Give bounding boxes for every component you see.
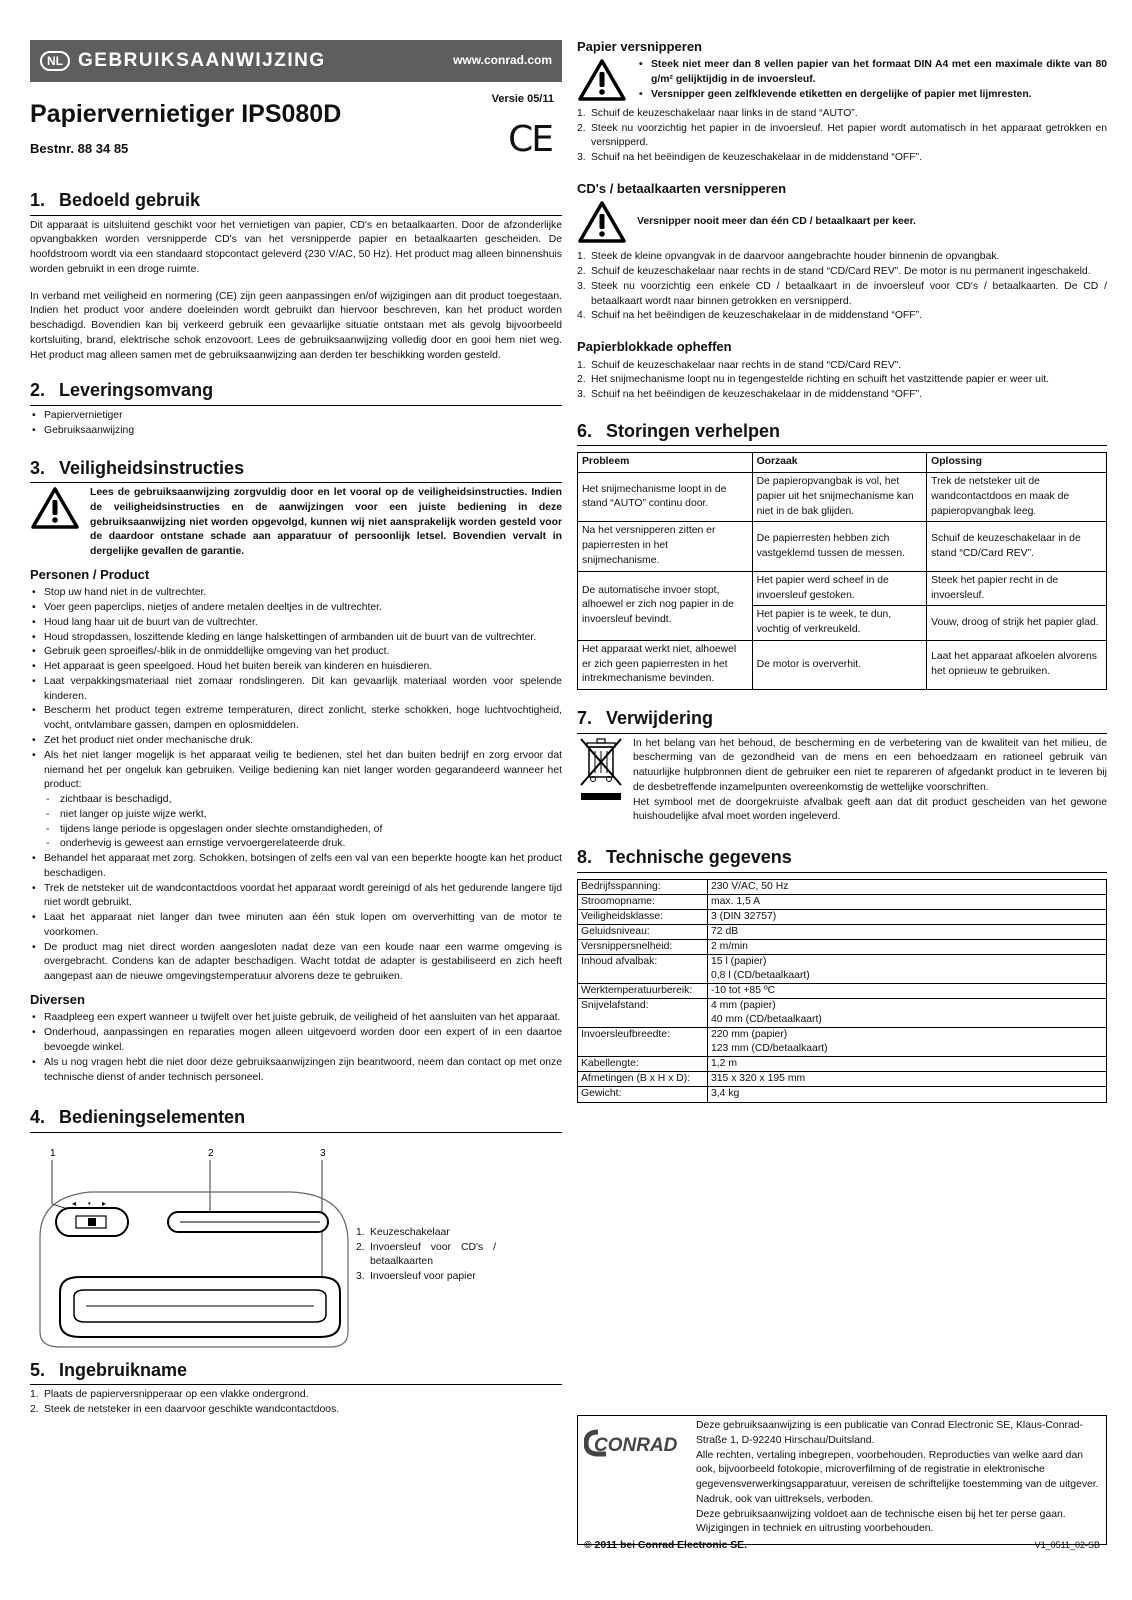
spec-value: 15 l (papier) 0,8 l (CD/betaalkaart)	[708, 955, 1107, 984]
list-item: • Zet het product niet onder mechanische druk.	[30, 734, 562, 749]
warning-triangle-icon	[577, 200, 627, 244]
list-item: - zichtbaar is beschadigd,	[30, 793, 562, 808]
imprint-box	[577, 1415, 1107, 1552]
callout-3: 3	[320, 1147, 326, 1159]
list-item: • Papiervernietiger	[30, 409, 562, 424]
warning-triangle-icon	[30, 486, 80, 530]
table-cell: Vouw, droog of strijk het papier glad.	[927, 606, 1107, 641]
manual-label: GEBRUIKSAANWIJZING	[78, 49, 326, 71]
table-row	[578, 909, 1107, 924]
column-header: Oorzaak	[752, 453, 927, 473]
table-row	[578, 894, 1107, 909]
misc-heading: Diversen	[30, 992, 85, 1008]
list-item: 1. Schuif de keuzeschakelaar naar rechts in de stand “CD/Card REV”.	[577, 359, 902, 371]
list-item: 1. Schuif de keuzeschakelaar naar links in de stand “AUTO”.	[577, 107, 858, 119]
table-row	[578, 984, 1107, 999]
spec-value: max. 1,5 A	[708, 894, 1107, 909]
list-item: 1. Plaats de papierversnipperaar op een vlakke ondergrond.	[30, 1389, 309, 1401]
table-row	[578, 1057, 1107, 1072]
persons-product-list	[30, 586, 562, 793]
section-1-heading: 1. Bedoeld gebruik	[30, 188, 562, 216]
spec-label: Snijvelafstand:	[578, 999, 708, 1028]
list-item: • Trek de netsteker uit de wandcontactdoos voordat het apparaat wordt gereinigd of als het gedurende langere tijd niet wordt gebruikt.	[30, 882, 562, 912]
list-item: 2. Schuif de keuzeschakelaar naar rechts in de stand “CD/Card REV”. De motor is nu permanent ingeschakeld.	[577, 266, 1091, 278]
table-row	[578, 1072, 1107, 1087]
table-row	[578, 640, 1107, 689]
table-cell: Het snijmechanisme loopt in de stand “AUTO” continu door.	[578, 473, 753, 522]
delivery-list	[30, 409, 562, 439]
spec-value: 72 dB	[708, 924, 1107, 939]
controls-list	[356, 1226, 496, 1285]
spec-value: -10 tot +85 ºC	[708, 984, 1107, 999]
list-item: - onderhevig is geweest aan ernstige vervoergerelateerde druk.	[30, 837, 562, 852]
spec-value: 2 m/min	[708, 939, 1107, 954]
list-item: 3. Steek nu voorzichtig een enkele CD / betaalkaart in de invoersleuf voor CD's / betaalkaarten. De CD / betaalkaart wordt naar binnen getrokken en versnipperd.	[577, 280, 1107, 307]
list-item: • Steek niet meer dan 8 vellen papier van het formaat DIN A4 met een maximale dikte van 80 g/m² gelijktijdig in de invoersleuf.	[637, 58, 1107, 88]
persons-product-heading: Personen / Product	[30, 566, 150, 582]
spec-label: Kabellengte:	[578, 1057, 708, 1072]
spec-label: Inhoud afvalbak:	[578, 955, 708, 984]
controls-diagram	[30, 1136, 562, 1354]
title-area	[30, 82, 562, 176]
list-item: 3. Invoersleuf voor papier	[356, 1271, 476, 1283]
list-item: • Gebruiksaanwijzing	[30, 424, 562, 439]
right-column	[577, 38, 1107, 1103]
persons-product-list-2	[30, 852, 562, 985]
spec-value: 220 mm (papier) 123 mm (CD/betaalkaart)	[708, 1028, 1107, 1057]
imprint-line: Deze gebruiksaanwijzing is een publicatie van Conrad Electronic SE, Klaus-Conrad-Straße 1, D-92240 Hirschau/Duitsland.	[696, 1420, 1083, 1446]
imprint-text	[696, 1419, 1100, 1537]
list-item: • Onderhoud, aanpassingen en reparaties mogen alleen uitgevoerd worden door een expert of in een daartoe bevoegde winkel.	[30, 1026, 562, 1056]
table-row	[578, 924, 1107, 939]
callout-2: 2	[208, 1147, 214, 1159]
spec-label: Werktemperatuurbereik:	[578, 984, 708, 999]
intended-use-paragraph-1: Dit apparaat is uitsluitend geschikt voor het vernietigen van papier, CD's en betaalkaarten. Door de afzonderlijke opvangbakken worden versnipperde CD's van het versnipperde papier en betaalkaarten gescheiden. De hoofdstroom wordt via een standaard stopcontact geleverd (230 V/AC, 50 Hz). Het product mag alleen binnenshuis worden gebruikt in een droge ruimte.	[30, 219, 562, 275]
spec-value: 1,2 m	[708, 1057, 1107, 1072]
list-item: • Behandel het apparaat met zorg. Schokken, botsingen of zelfs een val van een beperkte hoogte kan het product beschadigen.	[30, 852, 562, 882]
spec-label: Versnippersnelheid:	[578, 939, 708, 954]
column-header: Probleem	[578, 453, 753, 473]
intended-use-paragraph-2: In verband met veiligheid en normering (CE) zijn geen aanpassingen en/of wijzigingen aan dit product toegestaan. Indien het product voor andere doeleinden wordt gebruikt dan hiervoor beschreven, kan het product worden beschadigd. Bovendien kan bij verkeerd gebruik een gevaarlijke situatie ontstaan met als gevolg bijvoorbeeld kortsluiting, brand, elektrische schok enzovoort. Lees de gebruiksaanwijzing volledig door en gooi hem niet weg. Het product mag alleen samen met de gebruiksaanwijzing aan derden ter beschikking worden gesteld.	[30, 290, 562, 361]
spec-value: 3 (DIN 32757)	[708, 909, 1107, 924]
spec-label: Stroomopname:	[578, 894, 708, 909]
table-row	[578, 999, 1107, 1028]
svg-text:CONRAD: CONRAD	[594, 1435, 678, 1456]
spec-label: Geluidsniveau:	[578, 924, 708, 939]
left-column	[30, 40, 562, 1418]
list-item: 2. Steek nu voorzichtig het papier in de invoersleuf. Het papier wordt automatisch in het apparaat getrokken en versnipperd.	[577, 122, 1107, 149]
spec-label: Veiligheidsklasse:	[578, 909, 708, 924]
list-item: 2. Steek de netsteker in een daarvoor geschikte wandcontactdoos.	[30, 1404, 340, 1416]
table-cell: De papierresten hebben zich vastgeklemd tussen de messen.	[752, 522, 927, 571]
spec-label: Afmetingen (B x H x D):	[578, 1072, 708, 1087]
table-row	[578, 473, 1107, 522]
table-cell: Steek het papier recht in de invoersleuf.	[927, 571, 1107, 606]
table-header-row	[578, 453, 1107, 473]
paper-shredding-heading: Papier versnipperen	[577, 39, 702, 54]
misc-list	[30, 1011, 562, 1085]
table-cell: Na het versnipperen zitten er papierresten in het snijmechanisme.	[578, 522, 753, 571]
conditions-list	[30, 793, 562, 852]
table-row	[578, 1087, 1107, 1102]
section-3-heading: 3. Veiligheidsinstructies	[30, 456, 562, 484]
list-item: • De product mag niet direct worden aangesloten nadat deze van een koude naar een warme omgeving is overgebracht. Condens kan de adapter beschadigen. Wacht totdat de adapter is gestabiliseerd en zich heeft aangepast aan de nieuwe omgevingstemperatuur alvorens deze te gebruiken.	[30, 941, 562, 985]
imprint-footer	[584, 1539, 1100, 1554]
list-item: 2. Het snijmechanisme loopt nu in tegengestelde richting en schuift het vastzittende papier er weer uit.	[577, 374, 1050, 386]
disposal-text	[633, 737, 1107, 826]
section-7-heading: 7. Verwijdering	[577, 706, 1107, 734]
document-title: Papiervernietiger IPS080D	[30, 100, 342, 128]
shredder-top-view-diagram	[30, 1142, 350, 1352]
safety-warning	[30, 486, 562, 560]
imprint-line: Deze gebruiksaanwijzing voldoet aan de technische eisen bij het ter perse gaan. Wijzigingen in techniek en uitrusting voorbehouden.	[696, 1508, 1066, 1535]
safety-warning-text: Lees de gebruiksaanwijzing zorgvuldig door en let vooral op de veiligheidsinstructies. Indien de veiligheidsinstructies en de aanwijzingen voor een juiste bediening in deze gebruiksaanwijzing niet worden opgevolgd, kunnen wij niet aansprakelijk worden gesteld voor de daardoor ontstane schade aan apparatuur of persoonlijk letsel. Bovendien vervalt in dergelijke gevallen de garantie.	[90, 487, 562, 558]
list-item: • Het apparaat is geen speelgoed. Houd het buiten bereik van kinderen en huisdieren.	[30, 660, 562, 675]
table-cell: Laat het apparaat afkoelen alvorens het opnieuw te gebruiken.	[927, 640, 1107, 689]
spec-label: Bedrijfsspanning:	[578, 879, 708, 894]
svg-text:◂: ◂	[72, 1198, 77, 1208]
copyright: © 2011 bei Conrad Electronic SE.	[584, 1540, 747, 1552]
section-5-heading: 5. Ingebruikname	[30, 1358, 562, 1386]
paper-warning	[577, 58, 1107, 102]
section-4-heading: 4. Bedieningselementen	[30, 1105, 562, 1133]
spec-label: Invoersleufbreedte:	[578, 1028, 708, 1057]
spec-value: 315 x 320 x 195 mm	[708, 1072, 1107, 1087]
header-bar	[30, 40, 562, 82]
specs-table	[577, 879, 1107, 1103]
table-cell: Het apparaat werkt niet, alhoewel er zich geen papierresten in het intrekmechanisme bevinden.	[578, 640, 753, 689]
list-item: 1. Steek de kleine opvangvak in de daarvoor aangebrachte houder binnenin de opvangbak.	[577, 251, 1000, 263]
table-cell: Trek de netsteker uit de wandcontactdoos en maak de papieropvangbak leeg.	[927, 473, 1107, 522]
cd-shredding-heading: CD's / betaalkaarten versnipperen	[577, 180, 787, 196]
callout-1: 1	[50, 1147, 56, 1159]
table-cell: Het papier is te week, te dun, vochtig of verkreukeld.	[752, 606, 927, 641]
table-cell: Het papier werd scheef in de invoersleuf gestoken.	[752, 571, 927, 606]
ce-mark-icon: CE	[508, 119, 552, 160]
version-label: Versie 05/11	[491, 93, 554, 105]
list-item: • Stop uw hand niet in de vultrechter.	[30, 586, 562, 601]
list-item: • Raadpleeg een expert wanneer u twijfelt over het juiste gebruik, de veiligheid of het aansluiten van het apparaat.	[30, 1011, 562, 1026]
svg-text:•: •	[88, 1198, 91, 1208]
table-row	[578, 571, 1107, 606]
table-row	[578, 1028, 1107, 1057]
svg-text:▸: ▸	[102, 1198, 107, 1208]
list-item: - niet langer op juiste wijze werkt,	[30, 808, 562, 823]
list-item: • Bescherm het product tegen extreme temperaturen, direct zonlicht, sterke schokken, hoge luchtvochtigheid, vocht, ontvlambare gassen, dampen en oplosmiddelen.	[30, 704, 562, 734]
list-item: 2. Invoersleuf voor CD's / betaalkaarten	[356, 1241, 496, 1268]
list-item: 1. Keuzeschakelaar	[356, 1226, 450, 1238]
spec-value: 230 V/AC, 50 Hz	[708, 879, 1107, 894]
section-2-heading: 2. Leveringsomvang	[30, 378, 562, 406]
list-item: 3. Schuif na het beëindigen de keuzeschakelaar in de middenstand “OFF”.	[577, 152, 922, 164]
list-item: • Versnipper geen zelfklevende etiketten en dergelijke of papier met lijmresten.	[637, 88, 1107, 103]
list-item: • Als u nog vragen hebt die niet door deze gebruiksaanwijzingen zijn beantwoord, neem dan contact op met onze technische dienst of ander technisch personeel.	[30, 1056, 562, 1086]
spec-label: Gewicht:	[578, 1087, 708, 1102]
list-item: • Laat het apparaat niet langer dan twee minuten aan één stuk lopen om oververhitting van de motor te voorkomen.	[30, 911, 562, 941]
list-item: 4. Schuif na het beëindigen de keuzeschakelaar in de middenstand “OFF”.	[577, 310, 922, 322]
spec-value: 3,4 kg	[708, 1087, 1107, 1102]
document-code: V1_0511_02-SB	[1034, 1540, 1100, 1551]
table-cell: De motor is oververhit.	[752, 640, 927, 689]
paper-warning-list	[637, 58, 1107, 102]
table-row	[578, 879, 1107, 894]
website-link[interactable]: www.conrad.com	[453, 53, 552, 68]
section-6-heading: 6. Storingen verhelpen	[577, 419, 1107, 447]
table-row	[578, 522, 1107, 571]
table-cell: Schuif de keuzeschakelaar in de stand “CD/Card REV”.	[927, 522, 1107, 571]
disposal-paragraph-1: In het belang van het behoud, de bescherming en de verbetering van de kwaliteit van het milieu, de bescherming van de gezondheid van de mens en een behoedzaam en rationeel gebruik van natuurlijke hulpbronnen dient de gebruiker een niet te repareren of afgedankt product in te leveren bij de desbetreffende inzamelpunten overeenkomstig de wettelijke voorschriften.	[633, 737, 1107, 793]
cd-warning-text: Versnipper nooit meer dan één CD / betaalkaart per keer.	[637, 215, 916, 227]
paper-steps	[577, 107, 1107, 166]
column-header: Oplossing	[927, 453, 1107, 473]
imprint-line: Alle rechten, vertaling inbegrepen, voorbehouden. Reproducties van welke aard dan ook, bijvoorbeeld fotokopie, microverfilming of de registratie in elektronische gegevensverwerkingsapparatuur, vereisen de schriftelijke toestemming van de uitgever. Nadruk, ook van uittreksels, verboden.	[696, 1449, 1099, 1505]
table-row	[578, 955, 1107, 984]
list-item: • Houd stropdassen, loszittende kleding en lange halskettingen of armbanden uit de buurt van de vultrechter.	[30, 631, 562, 646]
order-number: Bestnr. 88 34 85	[30, 141, 129, 156]
spec-value: 4 mm (papier) 40 mm (CD/betaalkaart)	[708, 999, 1107, 1028]
list-item: • Als het niet langer mogelijk is het apparaat veilig te bedienen, stel het dan buiten bedrijf en zorg ervoor dat niemand het per ongeluk kan gebruiken. Veilige bediening kan niet langer worden gegarandeerd wanneer het product:	[30, 749, 562, 793]
list-item: • Voer geen paperclips, nietjes of andere metalen deeltjes in de vultrechter.	[30, 601, 562, 616]
warning-triangle-icon	[577, 58, 627, 102]
disposal-block	[577, 737, 1107, 826]
paper-jam-heading: Papierblokkade opheffen	[577, 339, 732, 355]
list-item: 3. Schuif na het beëindigen de keuzeschakelaar in de middenstand “OFF”.	[577, 389, 922, 401]
cd-warning	[577, 200, 1107, 244]
startup-steps	[30, 1388, 562, 1418]
table-cell: De papieropvangbak is vol, het papier uit het snijmechanisme kan niet in de bak glijden.	[752, 473, 927, 522]
language-badge: NL	[40, 51, 70, 71]
list-item: - tijdens lange periode is opgeslagen onder slechte omstandigheden, of	[30, 823, 562, 838]
list-item: • Gebruik geen sproeifles/-blik in de onmiddellijke omgeving van het product.	[30, 645, 562, 660]
section-8-heading: 8. Technische gegevens	[577, 845, 1107, 873]
table-cell: De automatische invoer stopt, alhoewel er zich nog papier in de invoersleuf bevindt.	[578, 571, 753, 640]
crossed-bin-icon	[577, 737, 629, 826]
list-item: • Laat verpakkingsmateriaal niet zomaar rondslingeren. Dit kan gevaarlijk materiaal worden voor spelende kinderen.	[30, 675, 562, 705]
troubleshooting-table	[577, 452, 1107, 690]
jam-steps	[577, 359, 1107, 403]
cd-steps	[577, 250, 1107, 324]
conrad-logo	[584, 1428, 688, 1464]
table-row	[578, 939, 1107, 954]
disposal-paragraph-2: Het symbool met de doorgekruiste afvalbak geeft aan dat dit product gescheiden van het gewone huishoudelijke afval moet worden ingeleverd.	[633, 796, 1107, 823]
list-item: • Houd lang haar uit de buurt van de vultrechter.	[30, 616, 562, 631]
